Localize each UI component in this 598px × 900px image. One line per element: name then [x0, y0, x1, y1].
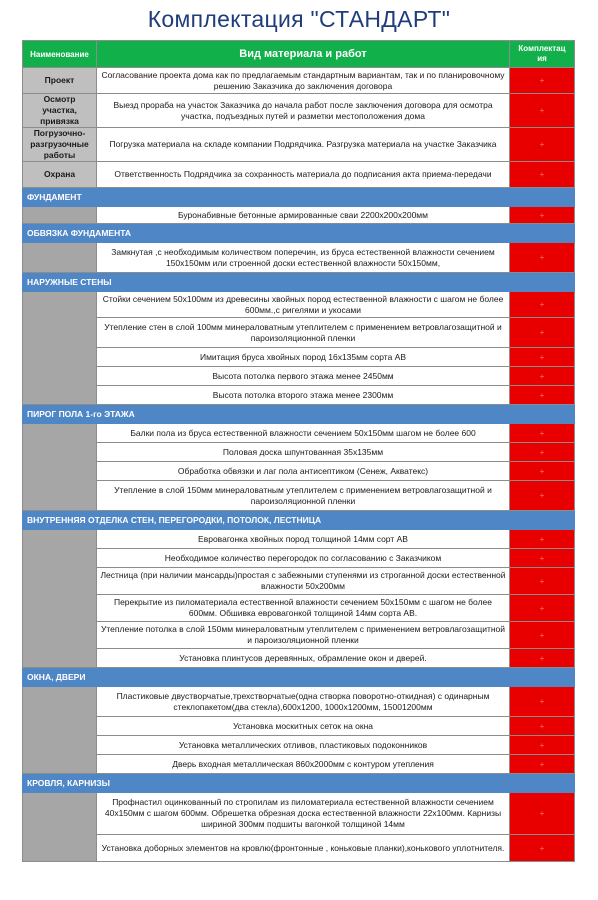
row-work: Согласование проекта дома как по предлагаемым стандартным вариантам, так и по планировочному решению Заказчика до заключения договора: [97, 68, 510, 94]
row-complete-mark: +: [510, 835, 575, 862]
table-row: [23, 481, 575, 511]
section-header: [23, 668, 575, 687]
row-work: Утепление в слой 150мм минераловатным утеплителем с применением ветровлагозащитной и пароизоляционной пленки: [97, 481, 510, 511]
row-work: Буронабивные бетонные армированные сваи 2200х200х200мм: [97, 207, 510, 224]
row-complete-mark: +: [510, 717, 575, 736]
row-work: Установка доборных элементов на кровлю(фронтонные , коньковые планки),конькового уплотнителя.: [97, 835, 510, 862]
table-row: [23, 717, 575, 736]
row-work: Высота потолка первого этажа менее 2450мм: [97, 367, 510, 386]
row-complete-mark: +: [510, 424, 575, 443]
table-row: [23, 318, 575, 348]
table-row: [23, 386, 575, 405]
table-row: [23, 443, 575, 462]
row-work: Установка москитных сеток на окна: [97, 717, 510, 736]
row-work: Половая доска шпунтованная 35х135мм: [97, 443, 510, 462]
section-title: ВНУТРЕННЯЯ ОТДЕЛКА СТЕН, ПЕРЕГОРОДКИ, ПОТОЛОК, ЛЕСТНИЦА: [23, 511, 575, 530]
row-work: Балки пола из бруса естественной влажности сечением 50х150мм шагом не более 600: [97, 424, 510, 443]
table-row: [23, 94, 575, 128]
table-row: [23, 348, 575, 367]
table-row: [23, 243, 575, 273]
row-name: Осмотр участка, привязка: [23, 94, 97, 128]
row-complete-mark: +: [510, 595, 575, 622]
row-work: Установка плинтусов деревянных, обрамление окон и дверей.: [97, 649, 510, 668]
table-row: [23, 687, 575, 717]
row-name: Погрузочно-разгрузочные работы: [23, 128, 97, 162]
section-header: [23, 224, 575, 243]
row-complete-mark: +: [510, 793, 575, 835]
section-header: [23, 774, 575, 793]
row-name-empty: [23, 292, 97, 405]
row-name-empty: [23, 243, 97, 273]
row-work: Утепление стен в слой 100мм минераловатным утеплителем с применением ветровлагозащитной и пароизоляционной пленки: [97, 318, 510, 348]
header-complete: Комплектац ия: [510, 41, 575, 68]
row-complete-mark: +: [510, 243, 575, 273]
table-row: [23, 649, 575, 668]
table-row: [23, 128, 575, 162]
table-row: [23, 835, 575, 862]
row-complete-mark: +: [510, 649, 575, 668]
row-complete-mark: +: [510, 549, 575, 568]
equipment-table: [22, 40, 575, 862]
row-name: Охрана: [23, 162, 97, 188]
table-row: [23, 622, 575, 649]
row-work: Перекрытие из пиломатериала естественной влажности сечением 50х150мм с шагом не более 600мм. Обшивка евровагонкой толщиной 14мм сорта АВ.: [97, 595, 510, 622]
row-complete-mark: +: [510, 207, 575, 224]
page-title: Комплектация "СТАНДАРТ": [147, 6, 451, 32]
row-work: Погрузка материала на складе компании Подрядчика. Разгрузка материала на участке Заказчика: [97, 128, 510, 162]
table-row: [23, 292, 575, 318]
section-header: [23, 405, 575, 424]
row-work: Выезд прораба на участок Заказчика до начала работ после заключения договора для осмотра участка, подъездных путей и разметки местоположения дома: [97, 94, 510, 128]
header-work: Вид материала и работ: [97, 41, 510, 68]
row-name-empty: [23, 530, 97, 668]
header-name: Наименование: [23, 41, 97, 68]
row-complete-mark: +: [510, 736, 575, 755]
row-complete-mark: +: [510, 318, 575, 348]
row-complete-mark: +: [510, 367, 575, 386]
row-complete-mark: +: [510, 162, 575, 188]
section-title: ФУНДАМЕНТ: [23, 188, 575, 207]
section-title: КРОВЛЯ, КАРНИЗЫ: [23, 774, 575, 793]
row-name-empty: [23, 687, 97, 774]
row-complete-mark: +: [510, 462, 575, 481]
table-row: [23, 207, 575, 224]
row-complete-mark: +: [510, 128, 575, 162]
row-work: Установка металлических отливов, пластиковых подоконников: [97, 736, 510, 755]
row-complete-mark: +: [510, 622, 575, 649]
section-title: ПИРОГ ПОЛА 1-го ЭТАЖА: [23, 405, 575, 424]
section-title: ОБВЯЗКА ФУНДАМЕНТА: [23, 224, 575, 243]
row-work: Обработка обвязки и лаг пола антисептиком (Сенеж, Акватекс): [97, 462, 510, 481]
row-complete-mark: +: [510, 481, 575, 511]
row-name-empty: [23, 793, 97, 862]
row-complete-mark: +: [510, 94, 575, 128]
row-complete-mark: +: [510, 292, 575, 318]
table-row: [23, 424, 575, 443]
row-work: Замкнутая ,с необходимым количеством поперечин, из бруса естественной влажности сечением 150х150мм или строенной доски естественной влажности 50х150мм,: [97, 243, 510, 273]
row-complete-mark: +: [510, 68, 575, 94]
row-name-empty: [23, 207, 97, 224]
table-row: [23, 162, 575, 188]
row-name: Проект: [23, 68, 97, 94]
section-title: ОКНА, ДВЕРИ: [23, 668, 575, 687]
row-work: Дверь входная металлическая 860х2000мм с контуром утепления: [97, 755, 510, 774]
row-work: Имитация бруса хвойных пород 16х135мм сорта АВ: [97, 348, 510, 367]
row-complete-mark: +: [510, 568, 575, 595]
table-row: [23, 68, 575, 94]
table-row: [23, 755, 575, 774]
row-complete-mark: +: [510, 443, 575, 462]
table-row: [23, 549, 575, 568]
section-header: [23, 273, 575, 292]
table-row: [23, 530, 575, 549]
row-work: Утепление потолка в слой 150мм минераловатным утеплителем с применением ветровлагозащитной и пароизоляционной пленки: [97, 622, 510, 649]
row-work: Ответственность Подрядчика за сохранность материала до подписания акта приема-передачи: [97, 162, 510, 188]
table-row: [23, 367, 575, 386]
row-work: Профнастил оцинкованный по стропилам из пиломатериала естественной влажности сечением 40х150мм с шагом 600мм. Обрешетка обрезная доска естественной влажности 22х100мм. Карнизы шириной 300мм подшиты вагонкой толщиной 14мм: [97, 793, 510, 835]
section-header: [23, 188, 575, 207]
table-row: [23, 736, 575, 755]
row-work: Необходимое количество перегородок по согласованию с Заказчиком: [97, 549, 510, 568]
row-work: Евровагонка хвойных пород толщиной 14мм сорт АВ: [97, 530, 510, 549]
row-work: Пластиковые двустворчатые,трехстворчатые(одна створка поворотно-откидная) с одинарным стеклопакетом(два стекла),600х1200, 1000х1200мм, 15001200мм: [97, 687, 510, 717]
row-complete-mark: +: [510, 687, 575, 717]
row-complete-mark: +: [510, 386, 575, 405]
row-work: Высота потолка второго этажа менее 2300мм: [97, 386, 510, 405]
section-header: [23, 511, 575, 530]
row-name-empty: [23, 424, 97, 511]
table-row: [23, 595, 575, 622]
table-body: [23, 41, 575, 862]
row-complete-mark: +: [510, 755, 575, 774]
row-complete-mark: +: [510, 530, 575, 549]
section-title: НАРУЖНЫЕ СТЕНЫ: [23, 273, 575, 292]
row-work: Лестница (при наличии мансарды)простая с забежными ступенями из строганной доски естественной влажности 50х200мм: [97, 568, 510, 595]
table-row: [23, 568, 575, 595]
table-header-row: [23, 41, 575, 68]
row-complete-mark: +: [510, 348, 575, 367]
row-work: Стойки сечением 50х100мм из древесины хвойных пород естественной влажности с шагом не более 600мм.,с ригелями и укосами: [97, 292, 510, 318]
table-row: [23, 462, 575, 481]
table-row: [23, 793, 575, 835]
